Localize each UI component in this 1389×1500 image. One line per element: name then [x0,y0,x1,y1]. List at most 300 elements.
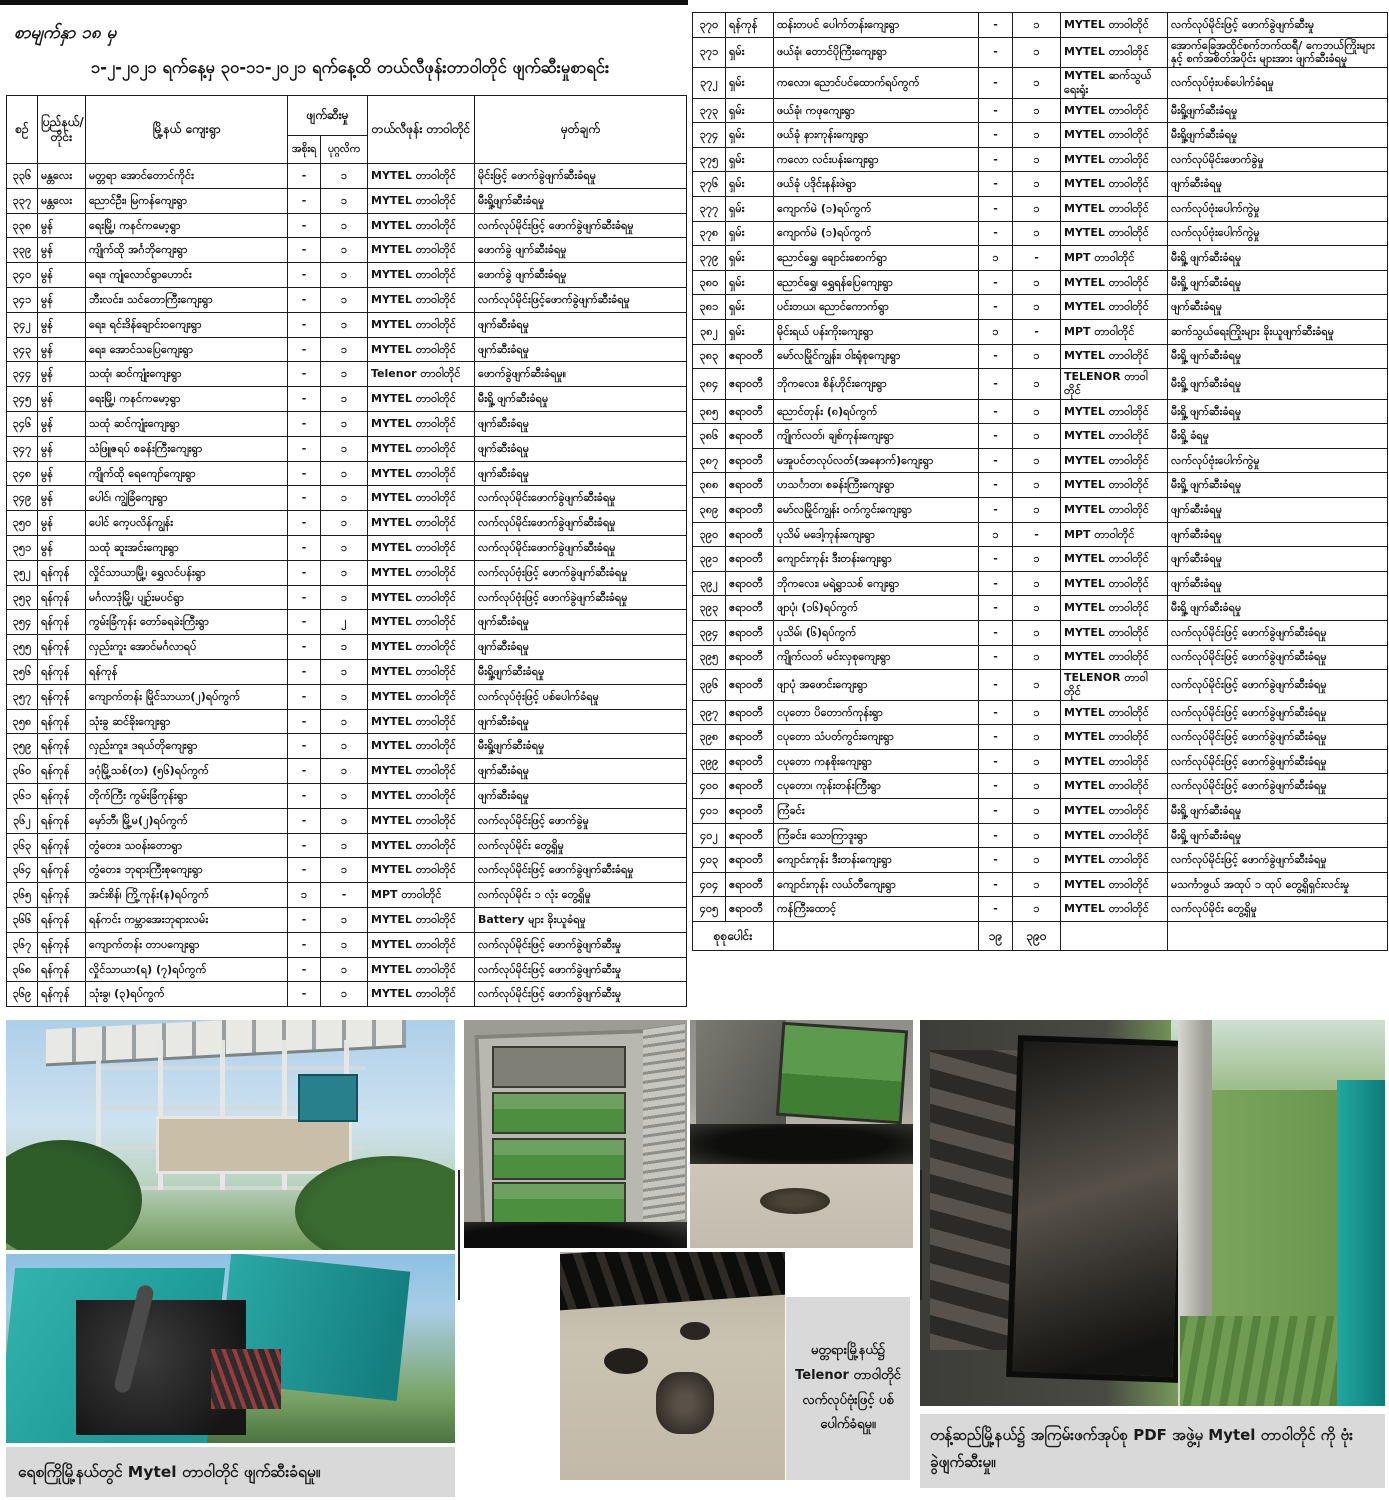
cell-gov-count: - [979,571,1013,596]
cell-region: ရှမ်း [726,319,774,344]
cell-tower-operator: MYTEL တာဝါတိုင် [1061,196,1168,221]
cell-private-count: ၁ [321,932,368,957]
cell-no: ၃၇၄ [693,123,726,148]
cell-gov-count: - [979,872,1013,897]
cell-region: ဧရာဝတီ [726,749,774,774]
cell-no: ၃၅၇ [7,684,38,709]
cell-no: ၃၅၈ [7,709,38,734]
table-row [693,596,1388,621]
col-header-gov: အစိုးရ [288,136,321,164]
cell-gov-count: - [979,620,1013,645]
cell-gov-count: - [288,585,321,610]
cell-gov-count: - [979,448,1013,473]
cell-tower-operator: MYTEL တာဝါတိုင် [1061,98,1168,123]
debris-fragment-1 [604,1348,648,1374]
cell-tower-operator: MYTEL တာဝါတိုင် [368,238,475,263]
table-row [693,172,1388,197]
cell-region: ဧရာဝတီ [726,498,774,523]
cell-region: ရန်ကုန် [38,957,86,982]
cell-region: ရန်ကုန် [38,560,86,585]
cell-no: ၃၇၂ [693,68,726,99]
cell-township: ပုသိမ်၊ (၆)ရပ်ကွက် [774,620,979,645]
cell-township: မိုင်းရယ် ပန်းကိုးကျေးရွာ [774,319,979,344]
table-row [7,486,687,511]
photo-divider-right [920,1170,922,1300]
cell-gov-count: - [288,957,321,982]
table-row [7,213,687,238]
damage-table-left [6,95,687,1007]
cell-gov-count: - [979,749,1013,774]
cell-no: ၃၅၂ [7,560,38,585]
cell-private-count: - [321,883,368,908]
cell-remark: လက်လုပ်ဗုံးဖြင့် ပစ်ပေါက်ခံရမှု [475,684,687,709]
cell-no: ၃၉၇ [693,700,726,725]
cell-region: ရှမ်း [726,172,774,197]
cell-no: ၃၈၀ [693,270,726,295]
cell-region: ရန်ကုန် [38,783,86,808]
cell-remark: ဖျက်ဆီးခံရမှု [475,635,687,660]
table-row [693,319,1388,344]
cell-tower-operator: MYTEL တာဝါတိုင် [368,461,475,486]
cell-region: ဧရာဝတီ [726,596,774,621]
cell-no: ၃၇၆ [693,172,726,197]
table-row [7,387,687,412]
cell-tower-operator: MYTEL တာဝါတိုင် [368,312,475,337]
cell-no: ၃၅၅ [7,635,38,660]
cell-remark: လက်လုပ်မိုင်းဖြင့် ဖောက်ခွဲဖျက်ဆီးခံရမှု [1168,620,1388,645]
cell-remark: ဖျက်ဆီးခံရမှု [475,411,687,436]
cell-private-count: ၁ [1013,571,1061,596]
cell-gov-count: - [979,147,1013,172]
cell-region: ဧရာဝတီ [726,799,774,824]
cell-remark: လက်လုပ်ဗုံးဖြင့် ဖောက်ခွဲဖျက်ဆီးခံရမှု [475,560,687,585]
total-private-count: ၃၉၀ [1013,922,1061,951]
cell-gov-count: - [979,98,1013,123]
cell-region: မွန် [38,535,86,560]
cell-region: ရှမ်း [726,98,774,123]
cell-township: ကျိုက်ထို အင်္ဂဘိုကျေးရွာ [86,238,288,263]
cell-tower-operator: MYTEL တာဝါတိုင် [1061,344,1168,369]
cell-tower-operator: MYTEL တာဝါတိုင် [1061,221,1168,246]
table-body-right [693,13,1388,922]
cell-tower-operator: MYTEL ဆက်သွယ်ရေးရုံး [1061,68,1168,99]
cell-region: ဧရာဝတီ [726,700,774,725]
cell-gov-count: - [979,123,1013,148]
table-row [7,411,687,436]
cell-township: ဘိုကလေး၊ စိန်ဟိုင်းကျေးရွာ [774,369,979,400]
cell-private-count: ၁ [1013,123,1061,148]
cell-township: ငပုတော သံပတ်ကွင်းကျေးရွာ [774,725,979,750]
cell-remark: ဖောက်ခွဲဖျက်ဆီးခံရမှု။ [475,362,687,387]
cell-remark: လက်လုပ်ဗုံးပစ်ပေါက်ခံရမှု [1168,68,1388,99]
caption-yesagyo-mytel: ရေစကြိုမြို့နယ်တွင် Mytel တာဝါတိုင် ဖျက်ဆီးခံရမှု။ [6,1447,455,1497]
cell-private-count: ၁ [321,833,368,858]
cell-region: မွန် [38,461,86,486]
cell-township: လှည်းကူး အောင်မင်္ဂလာရပ် [86,635,288,660]
cell-township: သထုံ ဆင်ကျုံးကျေးရွာ [86,411,288,436]
cell-remark: လက်လုပ်မိုင်းဖြင့်ဖောက်ခွဲဖျက်ဆီးခံရမှု [475,287,687,312]
cell-tower-operator: TELENOR တာဝါတိုင် [1061,369,1168,400]
cell-region: ဧရာဝတီ [726,369,774,400]
cell-remark: လက်လုပ်မိုင်းဖြင့် ဖောက်ခွဲဖျက်ဆီးမှု [475,957,687,982]
cell-gov-count: - [979,897,1013,922]
cell-no: ၃၆၁ [7,783,38,808]
table-row [693,700,1388,725]
cabinet-side-panel [696,1020,786,1140]
cell-township: ရေး၊ ကျုံလောင်ရွာဟောင်း [86,263,288,288]
cell-remark: ဖျက်ဆီးခံရမှု [475,610,687,635]
cell-township: ကျောင်းကုန်း လယ်တီကျေးရွာ [774,872,979,897]
cell-remark: လက်လုပ်ဗုံးပေါက်ကွဲမှု [1168,196,1388,221]
cell-no: ၃၉၃ [693,596,726,621]
cell-tower-operator: MYTEL တာဝါတိုင် [368,188,475,213]
cell-township: ညောင်ဦး၊ မြကန်ကျေးရွာ [86,188,288,213]
table-row [7,535,687,560]
cell-gov-count: ၁ [979,522,1013,547]
table-row [7,858,687,883]
cell-region: ဧရာဝတီ [726,897,774,922]
cell-township: ငပုတော၊ ကုန်းတန်းကြီးရွာ [774,774,979,799]
page-continuation-ref: စာမျက်နှာ ၁၈ မှ [14,23,117,43]
cell-no: ၃၄၉ [7,486,38,511]
cell-remark: လက်လုပ်မိုင်းဖောက်ခွဲဖျက်ဆီးခံရမှု [475,486,687,511]
cell-tower-operator: MYTEL တာဝါတိုင် [1061,700,1168,725]
cell-gov-count: - [288,808,321,833]
cell-tower-operator: MYTEL တာဝါတိုင် [1061,848,1168,873]
cell-private-count: ၁ [1013,68,1061,99]
cell-remark: လက်လုပ်မိုင်းဖောက်ခွဲမှု [1168,147,1388,172]
cell-township: ကျောက်မဲ (၁)ရပ်ကွက် [774,196,979,221]
photo-damaged-tower-site [6,1020,455,1250]
cell-township: ဖယ်ခုံ ပဒိုင်းနန်းဖဲရွာ [774,172,979,197]
cell-township: အင်းစိန်၊ ကြို့ကုန်း(န)ရပ်ကွက် [86,883,288,908]
cell-remark: ဖျက်ဆီးခံရမှု [475,337,687,362]
cell-private-count: ၁ [321,982,368,1007]
table-row [693,799,1388,824]
cell-gov-count: - [288,932,321,957]
cell-gov-count: - [288,387,321,412]
charred-ground [464,1222,687,1248]
cell-tower-operator: MYTEL တာဝါတိုင် [368,213,475,238]
cell-remark: မီးရှို့ ဖျက်ဆီးခံရမှု [1168,246,1388,271]
cell-township: တွံတေး၊ ဘုရားကြီးစုကျေးရွာ [86,858,288,883]
cell-private-count: - [1013,319,1061,344]
cell-tower-operator: MYTEL တာဝါတိုင် [1061,424,1168,449]
cell-remark: ဖျက်ဆီးခံရမှု [1168,295,1388,320]
cell-no: ၄၀၂ [693,823,726,848]
cell-township: မှော်ဘီ၊ မြို့မ(၂)ရပ်ကွက် [86,808,288,833]
table-row [693,399,1388,424]
cell-region: မွန် [38,362,86,387]
table-row [693,221,1388,246]
cell-no: ၃၆၈ [7,957,38,982]
cell-no: ၃၉၈ [693,725,726,750]
cell-tower-operator: MYTEL တာဝါတိုင် [368,932,475,957]
cell-remark: လက်လုပ်မိုင်းဖြင့် ဖောက်ခွဲဖျက်ဆီးခံရမှု [475,213,687,238]
cell-tower-operator: MYTEL တာဝါတိုင် [1061,123,1168,148]
cell-no: ၃၇၉ [693,246,726,271]
cell-private-count: ၁ [1013,344,1061,369]
cell-private-count: ၁ [1013,13,1061,38]
cell-private-count: ၁ [321,188,368,213]
cell-township: ဖျာပုံ၊ (၁၆)ရပ်ကွက် [774,596,979,621]
cell-region: ရှမ်း [726,221,774,246]
cell-township: ဟသင်္ာတ၊ စခန်းကြီးကျေးရွာ [774,473,979,498]
cell-remark: လက်လုပ်မိုင်းဖြင့် ဖောက်ခွဲဖျက်ဆီးခံရမှု [1168,848,1388,873]
cell-remark: မီးရှို့ ဖျက်ဆီးခံရမှု [1168,344,1388,369]
cell-region: ရှမ်း [726,147,774,172]
cell-region: ဧရာဝတီ [726,522,774,547]
cell-private-count: ၂ [321,610,368,635]
table-row [693,369,1388,400]
table-row [7,907,687,932]
table-row [7,287,687,312]
cell-gov-count: - [288,858,321,883]
cell-tower-operator: MYTEL တာဝါတိုင် [368,337,475,362]
cell-private-count: ၁ [1013,774,1061,799]
cell-no: ၃၄၅ [7,387,38,412]
cell-region: မွန် [38,436,86,461]
photo-destroyed-generator [6,1254,455,1443]
cell-private-count: ၁ [321,337,368,362]
caption-madaya-telenor: မတ္တရားမြို့နယ်၌ Telenor တာဝါတိုင် လက်လုပ်ဗုံးဖြင့် ပစ်ပေါက်ခံရမှု။ [786,1297,910,1480]
cell-township: ကန်ကြီးထောင့် [774,897,979,922]
cell-gov-count: - [288,982,321,1007]
cell-private-count: ၁ [1013,700,1061,725]
cell-region: ရန်ကုန် [38,659,86,684]
col-header-region: ပြည်နယ်/ တိုင်း [38,96,86,164]
cell-remark: ဖျက်ဆီးခံရမှု [475,436,687,461]
cell-remark: ဖျက်ဆီးခံရမှု [1168,522,1388,547]
equipment-rack-unit-3 [492,1138,626,1180]
cell-township: မအူပင်တလုပ်လတ်(အနောက်)ကျေးရွာ [774,448,979,473]
cell-private-count: ၁ [321,436,368,461]
cell-township: ထန်းတပင် ပေါက်တန်းကျေးရွာ [774,13,979,38]
cell-tower-operator: MYTEL တာဝါတိုင် [368,535,475,560]
cell-remark: မီးရှို့ ဖျက်ဆီးခံရမှု [1168,399,1388,424]
cell-no: ၃၄၃ [7,337,38,362]
damage-table-right [692,12,1388,951]
cell-private-count: ၁ [321,783,368,808]
table-row [693,725,1388,750]
cell-no: ၃၃၉ [7,238,38,263]
equipment-rack-unit-1 [492,1046,626,1088]
cell-no: ၃၆၃ [7,833,38,858]
cell-private-count: ၁ [1013,147,1061,172]
cell-gov-count: - [979,596,1013,621]
cell-private-count: ၁ [1013,37,1061,68]
table-row [693,645,1388,670]
cell-private-count: ၁ [321,511,368,536]
cell-township: ကျောင်းကုန်း ဒီးတန်းကျေးရွာ [774,848,979,873]
cell-private-count: ၁ [321,635,368,660]
cell-township: ဒဂုံမြို့သစ်(တ) (၅၆)ရပ်ကွက် [86,759,288,784]
photo-bomb-debris-closeup [560,1252,785,1480]
cell-private-count: ၁ [1013,799,1061,824]
cell-no: ၃၇၇ [693,196,726,221]
col-header-remark: မှတ်ချက် [475,96,687,164]
cell-no: ၃၉၀ [693,522,726,547]
cell-no: ၃၈၈ [693,473,726,498]
cell-township: လှည်းကူး၊ ဒရယ်တိုကျေးရွာ [86,734,288,759]
cell-tower-operator: MYTEL တာဝါတိုင် [1061,872,1168,897]
cell-region: ဧရာဝတီ [726,344,774,369]
cell-no: ၃၄၁ [7,287,38,312]
cell-township: ညောင်တုန်း (၈)ရပ်ကွက် [774,399,979,424]
cell-gov-count: - [288,535,321,560]
cell-region: ရန်ကုန် [38,635,86,660]
table-row [693,848,1388,873]
cell-tower-operator: MYTEL တာဝါတိုင် [1061,799,1168,824]
cell-region: မွန် [38,511,86,536]
cell-region: ရန်ကုန် [38,858,86,883]
cell-gov-count: - [979,670,1013,701]
table-row [693,774,1388,799]
cell-gov-count: ၁ [979,246,1013,271]
cell-no: ၃၆၅ [7,883,38,908]
cell-township: ကျိုက်လတ်၊ ချစ်ကုန်းကျေးရွာ [774,424,979,449]
cell-private-count: ၁ [321,461,368,486]
table-row [693,872,1388,897]
cell-gov-count: - [288,610,321,635]
cell-no: ၄၀၃ [693,848,726,873]
cell-region: ဧရာဝတီ [726,645,774,670]
cell-region: ဧရာဝတီ [726,571,774,596]
cell-no: ၃၃၆ [7,164,38,189]
table-row [7,312,687,337]
table-row [693,344,1388,369]
cell-region: ရန်ကုန် [38,883,86,908]
cell-gov-count: - [979,270,1013,295]
cell-township: လှိုင်သာယာမြို့၊ ရွှေလင်ပန်းရွာ [86,560,288,585]
cell-tower-operator: MYTEL တာဝါတိုင် [1061,147,1168,172]
col-header-no: စဉ် [7,96,38,164]
cell-gov-count: - [979,221,1013,246]
cell-private-count: ၁ [321,312,368,337]
cell-private-count: ၁ [321,759,368,784]
table-row [7,883,687,908]
cell-region: ရန်ကုန် [38,982,86,1007]
cell-gov-count: - [288,759,321,784]
cell-remark: လက်လုပ်မိုင်းဖြင့် ဖောက်ခွဲဖျက်ဆီးမှု [475,932,687,957]
table-row [7,982,687,1007]
cell-remark: လက်လုပ်မိုင်းဖြင့် ဖောက်ခွဲမှု [475,808,687,833]
cell-township: ပေါင် ကေ့ပလိန်ကျွန်း [86,511,288,536]
cell-private-count: ၁ [1013,369,1061,400]
cell-region: ဧရာဝတီ [726,424,774,449]
cell-tower-operator: MYTEL တာဝါတိုင် [1061,645,1168,670]
cell-tower-operator: MYTEL တာဝါတိုင် [368,486,475,511]
cell-tower-operator: Telenor တာဝါတိုင် [368,362,475,387]
debris-fragment-3 [680,1322,710,1340]
cell-gov-count: - [288,263,321,288]
cell-no: ၃၅၀ [7,511,38,536]
cell-region: မွန် [38,263,86,288]
cell-private-count: ၁ [321,957,368,982]
table-row [693,823,1388,848]
cell-township: သုံးခွ ဆင်ခိုးကျေးရွာ [86,709,288,734]
cell-gov-count: - [979,37,1013,68]
cell-tower-operator: MYTEL တာဝါတိုင် [1061,620,1168,645]
cell-tower-operator: MYTEL တာဝါတိုင် [368,982,475,1007]
green-circuit-boards [776,1022,908,1125]
cell-township: ကျိုက်ထို ရေကျော်ကျေးရွာ [86,461,288,486]
cell-private-count: ၁ [1013,221,1061,246]
cell-no: ၃၈၉ [693,498,726,523]
cell-tower-operator: MYTEL တာဝါတိုင် [368,783,475,808]
cell-tower-operator: MYTEL တာဝါတိုင် [368,387,475,412]
table-row [693,37,1388,68]
cell-remark: ဖျက်ဆီးခံရမှု [1168,571,1388,596]
cell-township: လှိုင်သာယာ(ရ) (၇)ရပ်ကွက် [86,957,288,982]
cell-remark: လက်လုပ်မိုင်း တွေ့ရှိမှု [1168,897,1388,922]
cell-no: ၃၅၃ [7,585,38,610]
table-row [7,783,687,808]
col-header-tower: တယ်လီဖုန်း တာဝါတိုင် [368,96,475,164]
table-row [693,424,1388,449]
cell-gov-count: - [979,498,1013,523]
total-row [693,922,1388,951]
cell-private-count: ၁ [321,213,368,238]
cell-remark: မီးရှို့ ဖျက်ဆီးခံရမှု [1168,823,1388,848]
cell-private-count: ၁ [1013,424,1061,449]
cell-township: ဖယ်ခုံ၊ တောင်ပိုကြီးကျေးရွာ [774,37,979,68]
cell-no: ၃၆၆ [7,907,38,932]
cell-township: မင်္ဂလာဒုံမြို့၊ ပျဉ်းမပင်ရွာ [86,585,288,610]
cell-no: ၃၄၈ [7,461,38,486]
total-gov-count: ၁၉ [979,922,1013,951]
cell-no: ၃၆၄ [7,858,38,883]
cell-remark: မီးရှို့ ဖျက်ဆီးခံရမှု [1168,473,1388,498]
cell-no: ၃၉၄ [693,620,726,645]
col-header-township: မြို့နယ် ကျေးရွာ [86,96,288,164]
cell-region: ရန်ကုန် [38,610,86,635]
cell-gov-count: ၁ [979,319,1013,344]
cell-gov-count: - [979,13,1013,38]
cell-township: ဘိုကလေး၊ မရဲ့ရွာသစ် ကျေးရွာ [774,571,979,596]
cell-gov-count: - [288,684,321,709]
cell-tower-operator: MYTEL တာဝါတိုင် [368,164,475,189]
equipment-rack-unit-2 [492,1092,626,1134]
cell-region: မွန် [38,238,86,263]
cell-private-count: ၁ [1013,872,1061,897]
cell-remark: ဖျက်ဆီးခံရမှု [1168,172,1388,197]
cell-tower-operator: MYTEL တာဝါတိုင် [1061,37,1168,68]
charred-beam [560,1252,785,1311]
cell-private-count: ၁ [321,709,368,734]
cell-township: ကျောက်မဲ (၁)ရပ်ကွက် [774,221,979,246]
tower-concrete-platform [156,1116,352,1174]
cell-region: ရှမ်း [726,295,774,320]
cell-township: ဖယ်ခုံ၊ ကဖုကျေးရွာ [774,98,979,123]
cell-township: ရန်ကင်း ကမ္ဘာအေးဘုရားလမ်း [86,907,288,932]
cell-gov-count: - [979,774,1013,799]
cell-no: ၃၄၀ [7,263,38,288]
cell-region: ရှမ်း [726,196,774,221]
cell-no: ၄၀၀ [693,774,726,799]
photo-open-equipment-cabinet [464,1020,687,1248]
cell-tower-operator: MPT တာဝါတိုင် [1061,522,1168,547]
cell-tower-operator: MYTEL တာဝါတိုင် [368,734,475,759]
table-body-left [7,164,687,1007]
cell-gov-count: - [288,411,321,436]
cell-remark: မီးရှို့ဖျက်ဆီးခံရမှု [475,188,687,213]
cell-private-count: ၁ [321,907,368,932]
cell-private-count: ၁ [1013,448,1061,473]
burnt-debris [760,1188,830,1214]
cell-region: ရှမ်း [726,37,774,68]
cell-private-count: ၁ [321,238,368,263]
